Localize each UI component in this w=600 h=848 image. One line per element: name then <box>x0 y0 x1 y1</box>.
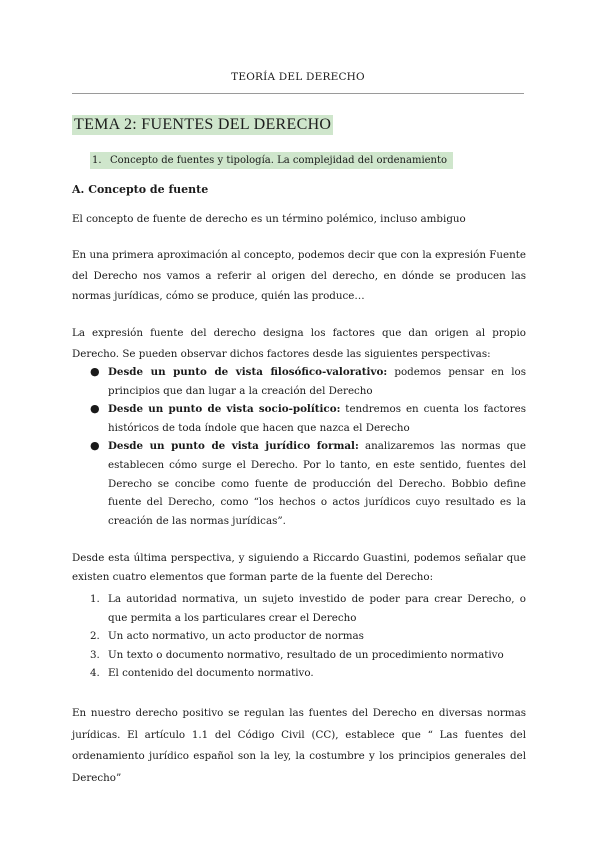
subsection-heading <box>90 152 453 169</box>
paragraph-codigo-civil: En nuestro derecho positivo se regulan las fuentes del Derecho en diversas normas jurídicas. El artículo 1.1 del Código Civil (CC), establece que “ Las fuentes del ordenamiento jurídico español son la ley, la costumbre y los principios generales del Derecho” <box>72 707 526 784</box>
list-number: 2. <box>90 630 100 643</box>
bullet-text: tendremos en cuenta los factores históricos de toda índole que hacen que nazca el Derecho <box>108 403 527 434</box>
list-number: 4. <box>90 667 100 680</box>
list-number: 1. <box>90 593 100 605</box>
bullet-lead: Desde un punto de vista jurídico formal: <box>108 440 359 453</box>
paragraph-perspectives: La expresión fuente del derecho designa los factores que dan origen al propio Derecho. Se pueden observar dichos factores desde las siguientes perspectivas: <box>72 327 526 360</box>
elements-list <box>72 590 526 683</box>
bullet-icon: ● <box>90 365 100 378</box>
list-item <box>72 646 526 665</box>
bullet-icon: ● <box>90 402 100 416</box>
running-header: TEORÍA DEL DERECHO <box>231 71 365 83</box>
bullet-text: analizaremos las normas que establecen cómo surge el Derecho. Por lo tanto, en este sentido, fuentes del Derecho se concibe como fuente de producción del Derecho. Bobbio define fuente del Derecho, como “los hechos o actos jurídicos cuyo resultado es la creación de las normas jurídicas”. <box>108 440 527 527</box>
list-item <box>72 363 526 400</box>
section-a-title: A. Concepto de fuente <box>72 183 209 196</box>
paragraph-intro: El concepto de fuente de derecho es un término polémico, incluso ambiguo <box>72 213 466 225</box>
chapter-title: TEMA 2: FUENTES DEL DERECHO <box>74 116 332 133</box>
bullet-lead: Desde un punto de vista socio-político: <box>108 403 341 416</box>
list-text: Un texto o documento normativo, resultado de un procedimiento normativo <box>108 648 504 661</box>
bullet-lead: Desde un punto de vista filosófico-valorativo: <box>108 366 388 378</box>
list-text: El contenido del documento normativo. <box>108 667 314 680</box>
paragraph-guastini: Desde esta última perspectiva, y siguiendo a Riccardo Guastini, podemos señalar que existen cuatro elementos que forman parte de la fuente del Derecho: <box>72 552 526 583</box>
list-number: 3. <box>90 648 100 661</box>
subsection-number: 1. <box>92 155 102 166</box>
list-text: La autoridad normativa, un sujeto investido de poder para crear Derecho, o que permita a los particulares crear el Derecho <box>108 593 526 624</box>
list-item <box>72 590 526 627</box>
bullet-text: podemos pensar en los principios que dan lugar a la creación del Derecho <box>108 366 526 397</box>
paragraph-approximation: En una primera aproximación al concepto, podemos decir que con la expresión Fuente del Derecho nos vamos a referir al origen del derecho, en dónde se producen las normas jurídicas, cómo se produce, quién las produce… <box>72 249 526 302</box>
header-rule <box>72 93 524 94</box>
list-item <box>72 664 526 683</box>
perspectives-list <box>72 363 526 530</box>
list-item <box>72 437 526 530</box>
subsection-text: Concepto de fuentes y tipología. La complejidad del ordenamiento <box>110 155 448 166</box>
list-item <box>72 400 526 437</box>
list-item <box>72 627 526 646</box>
bullet-icon: ● <box>90 439 100 453</box>
list-text: Un acto normativo, un acto productor de normas <box>108 630 364 643</box>
